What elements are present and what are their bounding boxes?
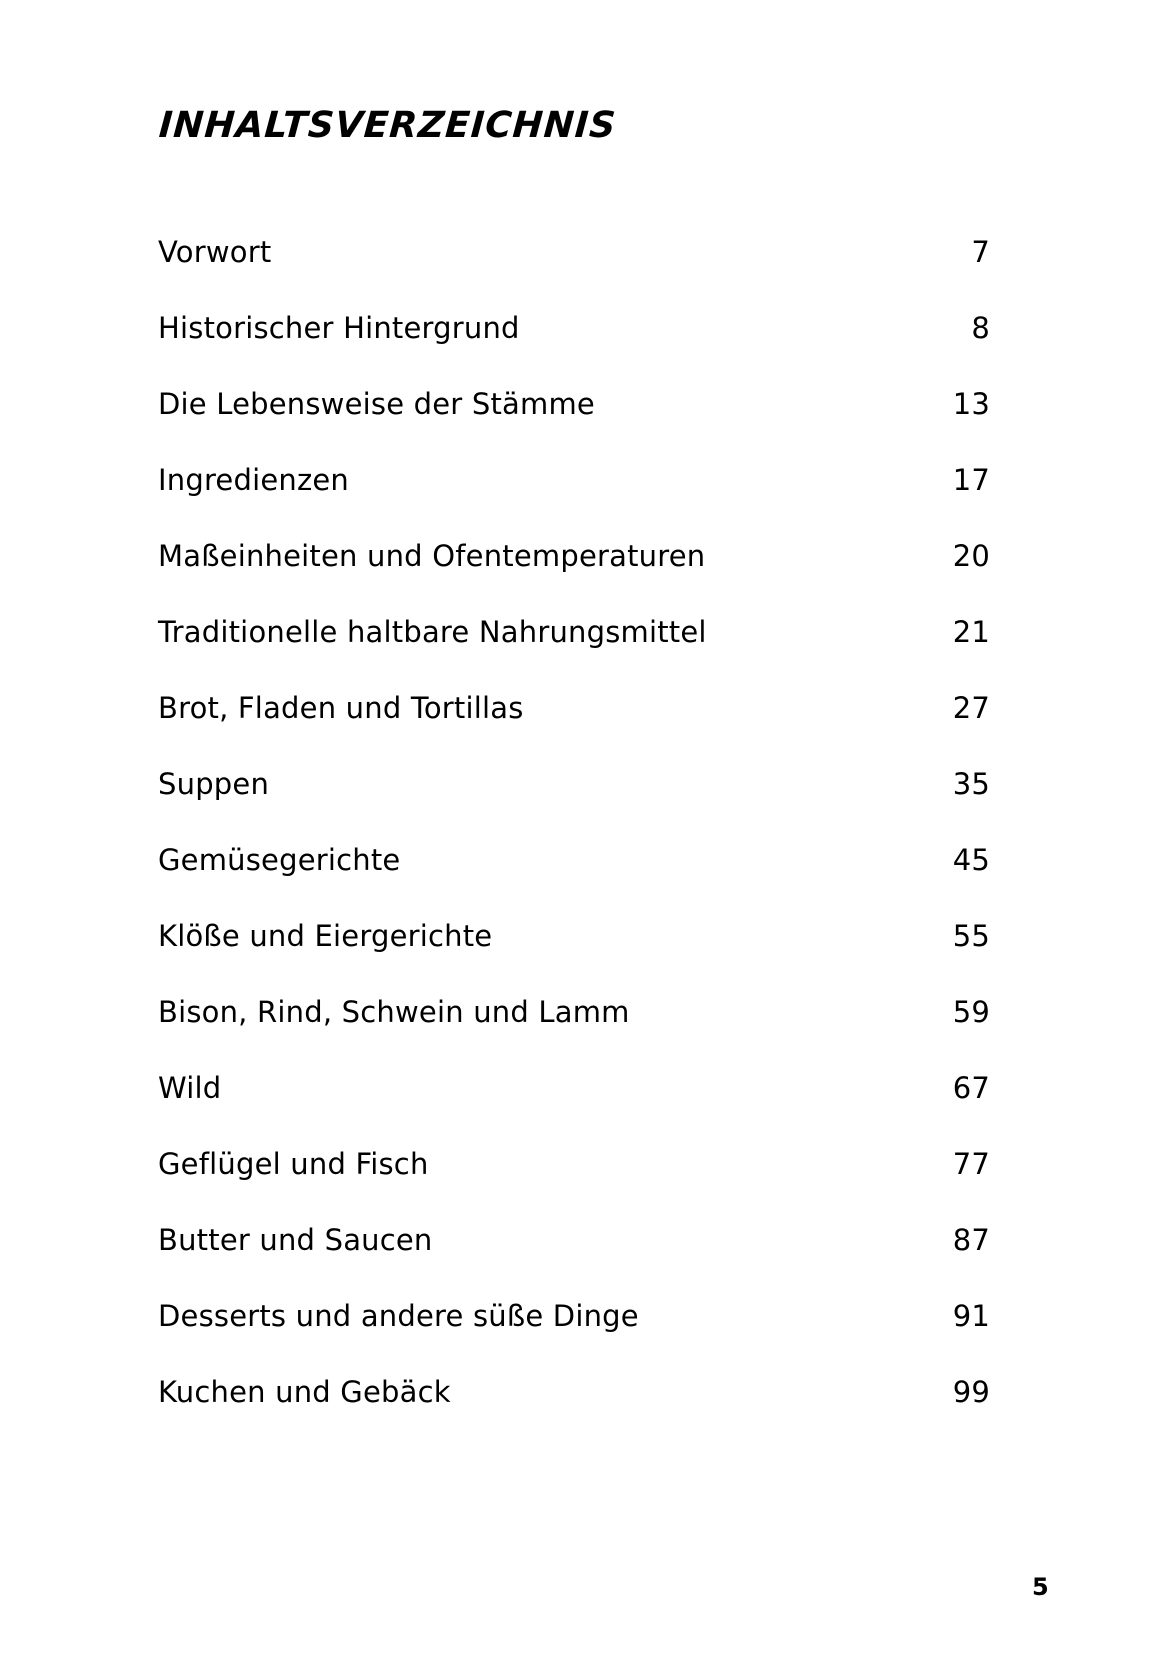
toc-entry-page: 35 [952,767,990,801]
toc-entry-title: Kuchen und Gebäck [158,1375,451,1409]
toc-entry [158,1222,990,1298]
toc-entry-title: Desserts und andere süße Dinge [158,1299,639,1333]
toc-entry-page: 67 [952,1071,990,1105]
toc-entry-title: Klöße und Eiergerichte [158,919,493,953]
toc-entry-title: Geflügel und Fisch [158,1147,429,1181]
toc-entry [158,994,990,1070]
toc-entry-page: 20 [952,539,990,573]
toc-entry [158,386,990,462]
toc-entry [158,462,990,538]
toc-entry-page: 87 [952,1223,990,1257]
toc-entry-page: 91 [952,1299,990,1333]
toc-entry [158,1070,990,1146]
page-title: INHALTSVERZEICHNIS [157,105,618,146]
toc-entry-page: 7 [971,235,990,269]
toc-entry [158,1146,990,1222]
toc-entry-title: Ingredienzen [158,463,349,497]
toc-entry-title: Bison, Rind, Schwein und Lamm [158,995,630,1029]
toc-entry [158,1298,990,1374]
toc-entry-title: Gemüsegerichte [158,843,401,877]
toc-entry-title: Wild [158,1071,222,1105]
toc-entry [158,690,990,766]
toc-entry-title: Vorwort [158,235,272,269]
page-number: 5 [1032,1573,1049,1601]
toc-entry-page: 59 [952,995,990,1029]
toc-entry-page: 77 [952,1147,990,1181]
toc-entry [158,918,990,994]
toc-entry-title: Suppen [158,767,270,801]
toc-entry-page: 99 [952,1375,990,1409]
toc-entry-page: 13 [952,387,990,421]
toc-entry [158,766,990,842]
toc-entry-page: 8 [971,311,990,345]
toc-entry-page: 17 [952,463,990,497]
toc-entry-page: 21 [952,615,990,649]
toc-entry-page: 55 [952,919,990,953]
toc-entry-title: Butter und Saucen [158,1223,433,1257]
table-of-contents [158,234,990,1450]
toc-entry [158,614,990,690]
toc-entry [158,1374,990,1450]
toc-entry-title: Maßeinheiten und Ofentemperaturen [158,539,706,573]
toc-entry [158,234,990,310]
toc-entry-page: 27 [952,691,990,725]
toc-entry-title: Die Lebensweise der Stämme [158,387,595,421]
toc-entry-page: 45 [952,843,990,877]
toc-entry-title: Brot, Fladen und Tortillas [158,691,524,725]
toc-entry-title: Historischer Hintergrund [158,311,520,345]
toc-entry [158,842,990,918]
toc-entry-title: Traditionelle haltbare Nahrungsmittel [158,615,707,649]
toc-entry [158,310,990,386]
toc-entry [158,538,990,614]
